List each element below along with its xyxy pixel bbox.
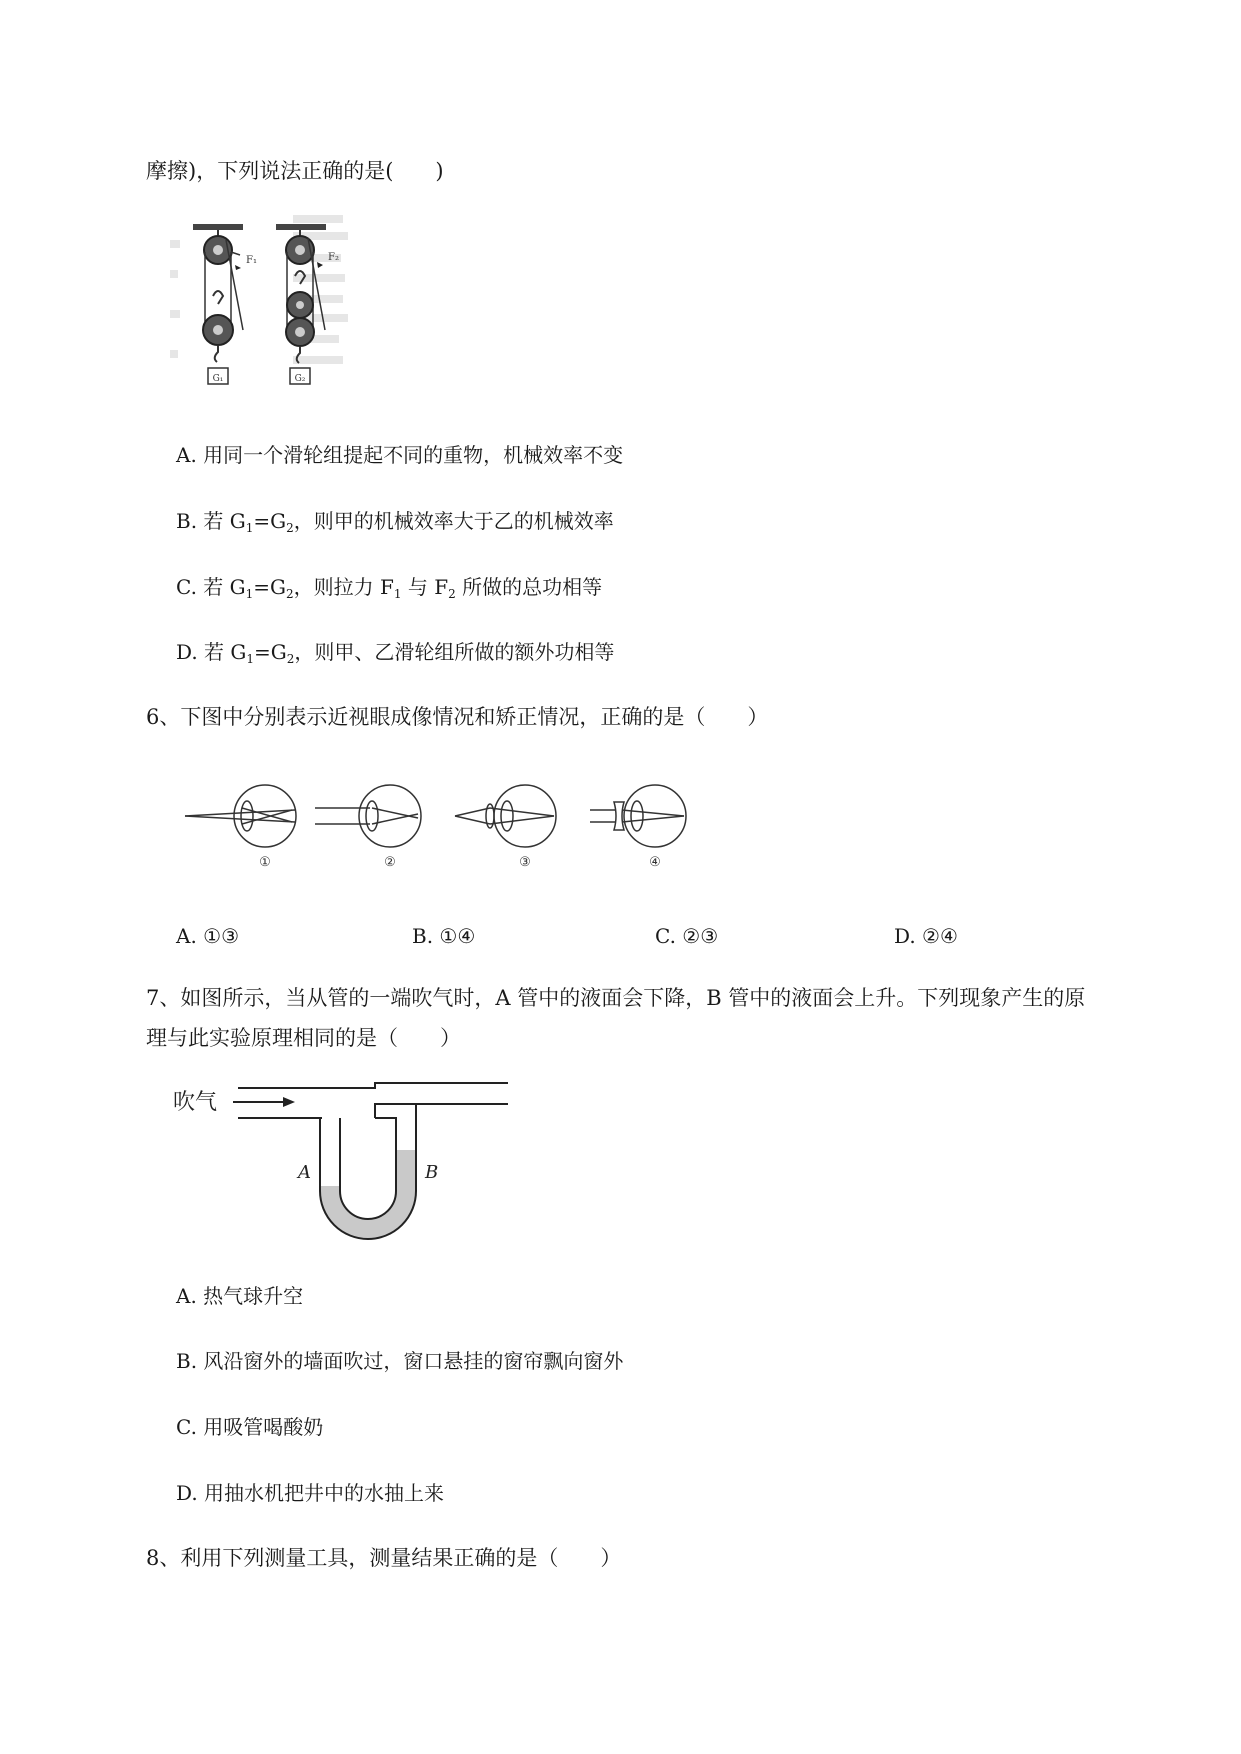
q7-stem-line2: 理与此实验原理相同的是（ ） xyxy=(146,1026,461,1050)
eye-label-3: ③ xyxy=(519,855,531,870)
tube-b-label: B xyxy=(425,1162,439,1183)
q8-stem: 8、利用下列测量工具，测量结果正确的是（ ） xyxy=(146,1546,622,1570)
q7-option-b: B. 风沿窗外的墙面吹过，窗口悬挂的窗帘飘向窗外 xyxy=(176,1349,624,1373)
fig-label-g2: G₂ xyxy=(294,374,306,384)
eye-label-1: ① xyxy=(259,855,271,870)
q6-option-b: B. ①④ xyxy=(412,924,476,948)
q6-option-d: D. ②④ xyxy=(894,924,958,948)
fig-label-f1: F₁ xyxy=(246,255,257,266)
q5-option-c: C. 若 $G_1=G_2$，则拉力 $F_1$ 与 $F_2$ 所做的总功相等 xyxy=(176,575,603,601)
q6-option-c: C. ②③ xyxy=(655,924,719,948)
q5-option-b: B. 若 $G_1=G_2$，则甲的机械效率大于乙的机械效率 xyxy=(176,509,614,535)
q7-stem-line1: 7、如图所示，当从管的一端吹气时，A 管中的液面会下降，B 管中的液面会上升。下列现象产生的原 xyxy=(146,986,1086,1010)
q5-stem-tail: 摩擦)，下列说法正确的是( ) xyxy=(146,159,444,183)
q6-option-a: A. ①③ xyxy=(176,924,240,948)
q5-option-a: A. 用同一个滑轮组提起不同的重物，机械效率不变 xyxy=(176,443,624,467)
q6-stem: 6、下图中分别表示近视眼成像情况和矫正情况，正确的是（ ） xyxy=(146,705,769,729)
eye-label-2: ② xyxy=(384,855,396,870)
fig-label-f2: F₂ xyxy=(328,252,339,263)
q7-option-a: A. 热气球升空 xyxy=(176,1284,304,1308)
q5-option-d: D. 若 $G_1=G_2$，则甲、乙滑轮组所做的额外功相等 xyxy=(176,640,615,666)
q7-option-c: C. 用吸管喝酸奶 xyxy=(176,1415,324,1439)
u-tube-figure xyxy=(170,1080,530,1240)
blow-label: 吹气 xyxy=(173,1090,218,1115)
q7-option-d: D. 用抽水机把井中的水抽上来 xyxy=(176,1481,445,1505)
pulley-figure xyxy=(168,210,358,410)
eye-diagrams-figure xyxy=(180,780,720,880)
tube-a-label: A xyxy=(298,1162,311,1183)
eye-label-4: ④ xyxy=(649,855,661,870)
fig-label-g1: G₁ xyxy=(212,374,224,384)
